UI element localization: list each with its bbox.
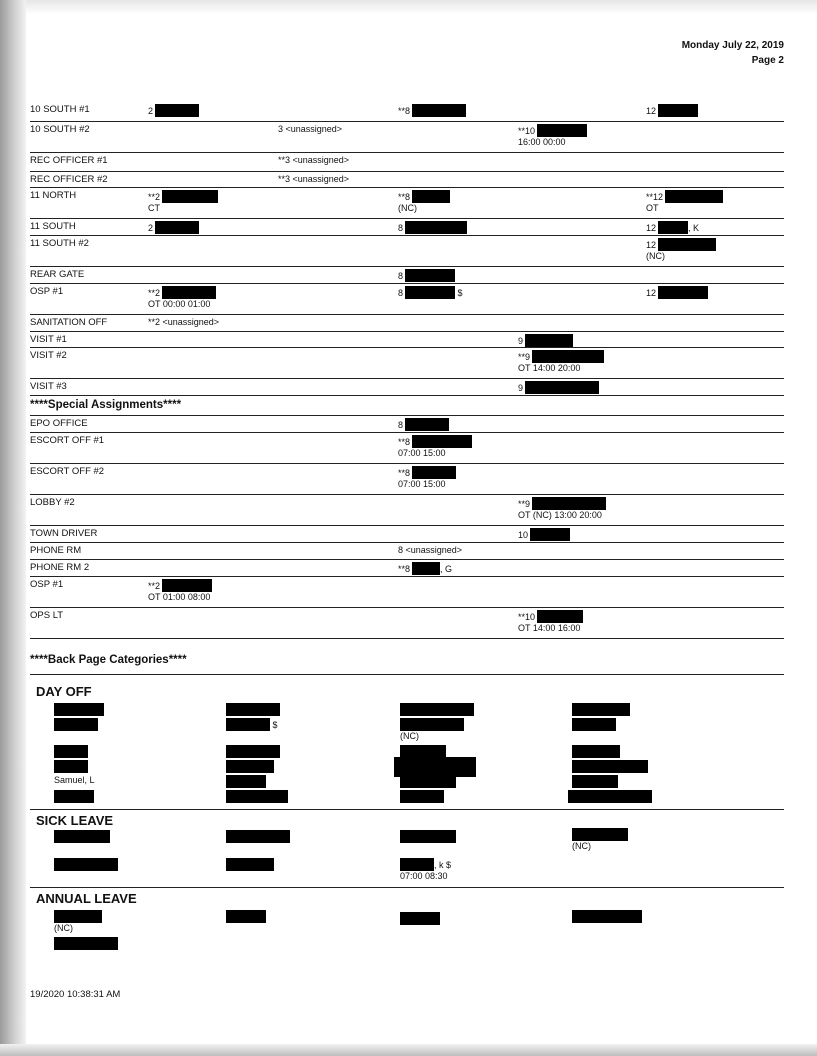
redacted-name	[394, 757, 476, 777]
redacted-name	[54, 790, 94, 803]
shift-number: **8	[398, 564, 411, 574]
post-label: OSP #1	[30, 286, 64, 297]
assignment-table	[30, 102, 784, 639]
shift-entry	[518, 497, 606, 521]
entry-detail: (NC)	[572, 841, 591, 851]
shift-number: 12	[646, 106, 657, 116]
redacted-name	[54, 937, 118, 950]
redacted-name	[226, 830, 290, 843]
shift-number: 3 <unassigned>	[278, 124, 343, 134]
redacted-name	[54, 703, 104, 716]
section-heading: ****Special Assignments****	[30, 399, 182, 411]
shift-entry	[518, 528, 570, 541]
shift-number: 8	[398, 223, 404, 233]
redacted-name	[226, 745, 280, 758]
category-entry	[54, 745, 88, 758]
category-entry	[394, 757, 476, 777]
redacted-name	[54, 745, 88, 758]
shift-number: 9	[518, 336, 524, 346]
shift-number: **8	[398, 106, 411, 116]
redacted-name	[226, 718, 270, 731]
redacted-name	[412, 104, 466, 117]
assignment-row	[30, 348, 784, 379]
shift-detail: OT 14:00 20:00	[518, 363, 581, 373]
employee-name: Samuel, L	[54, 775, 95, 785]
category-entry	[572, 828, 628, 852]
scan-edge-left	[0, 0, 26, 1056]
post-label: OPS LT	[30, 610, 64, 621]
redacted-name	[658, 238, 716, 251]
post-label: ESCORT OFF #2	[30, 466, 105, 477]
category-entry	[54, 937, 118, 950]
shift-number: 12	[646, 223, 657, 233]
assignment-row	[30, 495, 784, 526]
redacted-name	[530, 528, 570, 541]
category-entry	[226, 760, 274, 773]
shift-number: **12	[646, 192, 664, 202]
shift-number: **3 <unassigned>	[278, 174, 350, 184]
shift-number: **9	[518, 352, 531, 362]
category-entry	[226, 775, 266, 788]
category-entry	[572, 745, 620, 758]
shift-number: **2	[148, 192, 161, 202]
category-entry	[54, 760, 88, 773]
name-suffix: $	[270, 720, 278, 730]
assignment-row	[30, 464, 784, 495]
post-label: REC OFFICER #1	[30, 155, 108, 166]
name-suffix: , k $	[434, 860, 452, 870]
assignment-row	[30, 433, 784, 464]
shift-entry	[518, 610, 583, 634]
post-label: REAR GATE	[30, 269, 85, 280]
assignment-row	[30, 608, 784, 639]
redacted-name	[162, 190, 218, 203]
redacted-name	[405, 418, 449, 431]
shift-detail: 07:00 15:00	[398, 479, 446, 489]
post-label: TOWN DRIVER	[30, 528, 98, 539]
shift-number: **2	[148, 581, 161, 591]
post-label: LOBBY #2	[30, 497, 75, 508]
shift-number: **8	[398, 468, 411, 478]
redacted-name	[412, 466, 456, 479]
shift-entry	[148, 190, 218, 214]
post-label: 11 SOUTH	[30, 221, 76, 232]
assignment-row	[30, 577, 784, 608]
shift-entry	[518, 350, 604, 374]
redacted-name	[400, 703, 474, 716]
shift-entry	[398, 104, 466, 117]
print-timestamp: 19/2020 10:38:31 AM	[30, 989, 121, 1000]
shift-detail: (NC)	[398, 203, 417, 213]
name-suffix: , G	[440, 564, 453, 574]
redacted-name	[572, 745, 620, 758]
redacted-name	[54, 830, 110, 843]
redacted-name	[226, 760, 274, 773]
category-entry	[54, 718, 98, 731]
assignment-row	[30, 560, 784, 577]
redacted-name	[532, 497, 606, 510]
shift-number: **10	[518, 126, 536, 136]
shift-number: **10	[518, 612, 536, 622]
post-label: 10 SOUTH #2	[30, 124, 90, 135]
category-list	[30, 681, 784, 958]
category-entry	[400, 718, 464, 742]
shift-number: **3 <unassigned>	[278, 155, 350, 165]
category-entry	[226, 910, 266, 923]
post-label: VISIT #3	[30, 381, 67, 392]
shift-entry	[148, 317, 219, 328]
assignment-row	[30, 332, 784, 348]
redacted-name	[54, 760, 88, 773]
shift-detail: 07:00 15:00	[398, 448, 446, 458]
shift-number: **9	[518, 499, 531, 509]
category-entry	[226, 718, 278, 731]
redacted-name	[658, 286, 708, 299]
category-entry	[54, 775, 95, 786]
shift-detail: OT	[646, 203, 659, 213]
shift-detail: 16:00 00:00	[518, 137, 566, 147]
category-block	[30, 681, 784, 810]
page-number: Page 2	[751, 55, 784, 66]
shift-number: 8	[398, 420, 404, 430]
post-label: 10 SOUTH #1	[30, 104, 90, 115]
entry-detail: 07:00 08:30	[400, 871, 448, 881]
redacted-name	[54, 718, 98, 731]
category-entry	[572, 703, 630, 716]
redacted-name	[665, 190, 723, 203]
shift-number: 10	[518, 530, 529, 540]
redacted-name	[412, 435, 472, 448]
scan-edge-bottom	[0, 1044, 817, 1056]
shift-number: 9	[518, 383, 524, 393]
category-entry	[54, 703, 104, 716]
redacted-name	[54, 910, 102, 923]
shift-entry	[278, 124, 342, 135]
shift-detail: CT	[148, 203, 160, 213]
category-entry	[400, 775, 456, 788]
assignment-row	[30, 416, 784, 433]
redacted-name	[537, 610, 583, 623]
redacted-name	[405, 221, 467, 234]
redacted-name	[532, 350, 604, 363]
shift-entry	[148, 579, 212, 603]
category-entry	[400, 790, 444, 803]
section-heading-row	[30, 396, 784, 416]
redacted-name	[405, 286, 455, 299]
entry-detail: (NC)	[400, 731, 419, 741]
redacted-name	[572, 910, 642, 923]
shift-entry	[148, 221, 199, 234]
category-entry	[54, 858, 118, 871]
category-entry	[568, 790, 652, 803]
redacted-name	[54, 858, 118, 871]
redacted-name	[162, 286, 216, 299]
post-label: ESCORT OFF #1	[30, 435, 105, 446]
redacted-name	[537, 124, 587, 137]
assignment-row	[30, 236, 784, 267]
shift-number: 12	[646, 288, 657, 298]
redacted-name	[226, 790, 288, 803]
assignment-row	[30, 543, 784, 560]
redacted-name	[412, 190, 450, 203]
shift-entry	[398, 418, 449, 431]
shift-number: 2	[148, 106, 154, 116]
shift-entry	[398, 466, 456, 490]
category-entry	[54, 910, 102, 934]
category-entry	[572, 775, 618, 788]
category-entry	[400, 858, 451, 882]
back-page-heading: ****Back Page Categories****	[30, 650, 784, 675]
shift-entry	[278, 174, 349, 185]
category-block	[30, 888, 784, 958]
redacted-name	[400, 718, 464, 731]
category-entry	[572, 760, 648, 773]
redacted-name	[400, 775, 456, 788]
redacted-name	[226, 775, 266, 788]
assignment-row	[30, 122, 784, 153]
redacted-name	[525, 381, 599, 394]
category-entry	[54, 830, 110, 843]
redacted-name	[155, 221, 199, 234]
category-entry	[226, 858, 274, 871]
shift-number: 2	[148, 223, 154, 233]
redacted-name	[572, 703, 630, 716]
category-block	[30, 810, 784, 888]
post-label: OSP #1	[30, 579, 64, 590]
shift-detail: OT (NC) 13:00 20:00	[518, 510, 602, 520]
redacted-name	[400, 790, 444, 803]
redacted-name	[572, 718, 616, 731]
redacted-name	[155, 104, 199, 117]
shift-number: **2 <unassigned>	[148, 317, 220, 327]
shift-number: 8	[398, 288, 404, 298]
shift-entry	[148, 104, 199, 117]
shift-entry	[148, 286, 216, 310]
redacted-name	[658, 221, 688, 234]
shift-entry	[398, 435, 472, 459]
assignment-row	[30, 379, 784, 396]
redacted-name	[658, 104, 698, 117]
shift-detail: OT 14:00 16:00	[518, 623, 581, 633]
redacted-name	[572, 828, 628, 841]
shift-entry	[518, 124, 587, 148]
category-entry	[572, 910, 642, 923]
shift-number: 8	[398, 271, 404, 281]
name-suffix: , K	[688, 223, 700, 233]
assignment-row	[30, 219, 784, 236]
redacted-name	[525, 334, 573, 347]
redacted-name	[572, 775, 618, 788]
name-suffix: $	[455, 288, 463, 298]
redacted-name	[400, 912, 440, 925]
category-entry	[226, 703, 280, 716]
assignment-row	[30, 284, 784, 315]
assignment-row	[30, 526, 784, 543]
shift-entry	[398, 190, 450, 214]
assignment-row	[30, 102, 784, 122]
category-title: DAY OFF	[36, 684, 92, 699]
category-title: ANNUAL LEAVE	[36, 891, 137, 906]
assignment-row	[30, 188, 784, 219]
post-label: SANITATION OFF	[30, 317, 108, 328]
redacted-name	[572, 760, 648, 773]
shift-entry	[278, 155, 349, 166]
shift-detail: (NC)	[646, 251, 665, 261]
shift-entry	[518, 334, 573, 347]
post-label: PHONE RM	[30, 545, 82, 556]
assignment-row	[30, 153, 784, 172]
report-date: Monday July 22, 2019	[681, 40, 784, 51]
shift-entry	[646, 238, 716, 262]
shift-entry	[398, 269, 455, 282]
shift-entry	[646, 286, 708, 299]
shift-detail: OT 00:00 01:00	[148, 299, 211, 309]
redacted-name	[412, 562, 440, 575]
shift-entry	[518, 381, 599, 394]
shift-entry	[646, 221, 699, 234]
shift-entry	[398, 221, 467, 234]
category-entry	[572, 718, 616, 731]
post-label: PHONE RM 2	[30, 562, 90, 573]
shift-number: 8 <unassigned>	[398, 545, 463, 555]
post-label: 11 SOUTH #2	[30, 238, 89, 249]
redacted-name	[226, 703, 280, 716]
scan-edge-top	[26, 0, 817, 14]
redacted-name	[162, 579, 212, 592]
shift-number: **8	[398, 437, 411, 447]
shift-entry	[398, 286, 463, 299]
shift-detail: OT 01:00 08:00	[148, 592, 211, 602]
back-page-categories	[30, 650, 784, 958]
category-entry	[226, 830, 290, 843]
shift-entry	[646, 104, 698, 117]
redacted-name	[226, 910, 266, 923]
post-label: EPO OFFICE	[30, 418, 88, 429]
assignment-row	[30, 315, 784, 332]
assignment-row	[30, 267, 784, 284]
assignment-row	[30, 172, 784, 188]
shift-entry	[398, 562, 452, 575]
category-entry	[226, 745, 280, 758]
shift-number: **8	[398, 192, 411, 202]
post-label: REC OFFICER #2	[30, 174, 108, 185]
category-entry	[400, 830, 456, 843]
category-entry	[400, 912, 440, 925]
shift-entry	[398, 545, 462, 556]
category-entry	[54, 790, 94, 803]
shift-entry	[646, 190, 723, 214]
post-label: 11 NORTH	[30, 190, 77, 201]
redacted-name	[400, 858, 434, 871]
shift-number: **2	[148, 288, 161, 298]
post-label: VISIT #2	[30, 350, 67, 361]
post-label: VISIT #1	[30, 334, 67, 345]
category-entry	[400, 703, 474, 716]
category-title: SICK LEAVE	[36, 813, 114, 828]
category-entry	[226, 790, 288, 803]
shift-number: 12	[646, 240, 657, 250]
redacted-name	[226, 858, 274, 871]
redacted-name	[405, 269, 455, 282]
redacted-name	[568, 790, 652, 803]
entry-detail: (NC)	[54, 923, 73, 933]
redacted-name	[400, 830, 456, 843]
